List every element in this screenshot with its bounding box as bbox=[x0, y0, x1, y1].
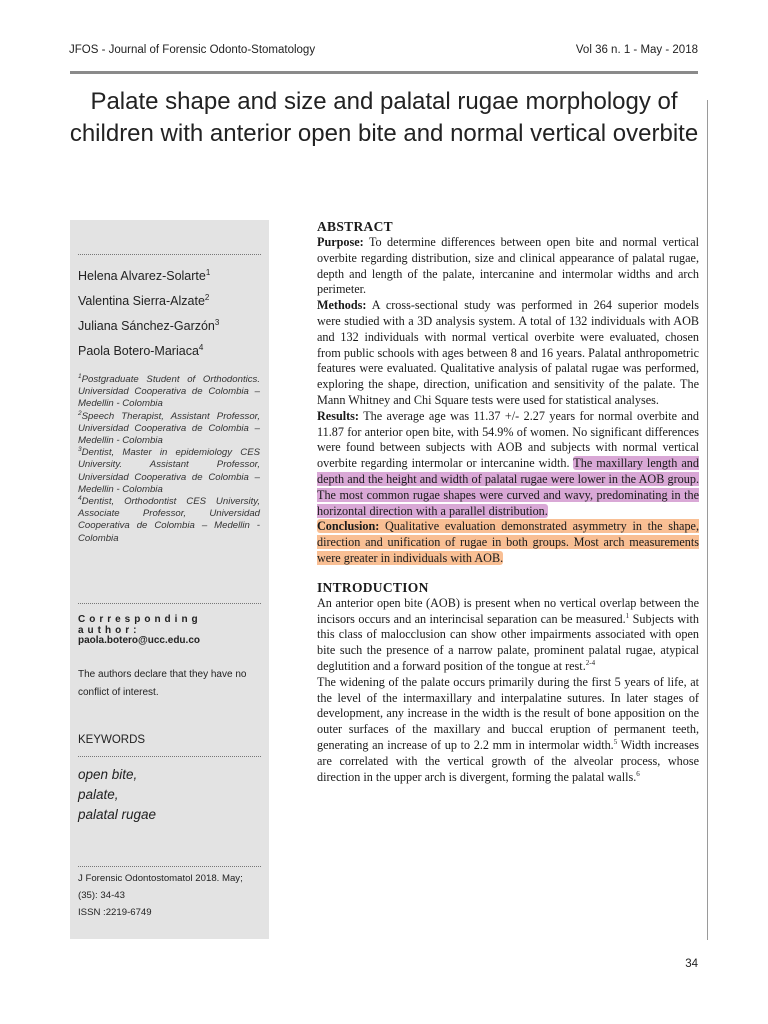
author-sidebar bbox=[70, 220, 269, 939]
conflict-of-interest: The authors declare that they have no conflict of interest. bbox=[78, 669, 247, 698]
author-name: Paola Botero-Mariaca$^4$ bbox=[78, 343, 204, 359]
sidebar-divider bbox=[78, 254, 261, 255]
highlight-orange: Conclusion: Qualitative evaluation demonstrated asymmetry in the shape, direction and unification of rugae in both groups. Most arch measurements were greater in individuals with AOB. bbox=[317, 519, 699, 565]
keyword: palate, bbox=[78, 787, 119, 802]
introduction-heading: INTRODUCTION bbox=[317, 579, 429, 595]
corresponding-author-label: Corresponding author: bbox=[78, 614, 202, 636]
main-column bbox=[317, 219, 699, 785]
introduction-paragraph: The widening of the palate occurs primarily during the first 5 years of life, at the level of the intermaxillary and interpalatine sutures. In later stages of development, any increase in the width is the result of bone apposition on the outer surfaces of the maxillary and buccal eruption of permanent teeth, generating an increase of up to 2.2 mm in intermolar width.$^5$ Width increases are correlated with the vertical growth of the alveolar process, whose direction in the upper arch is divergent, forming the palatal walls.$^6$ bbox=[317, 674, 699, 784]
issue-info: Vol 36 n. 1 - May - 2018 bbox=[575, 44, 698, 56]
abstract-results: Results: The average age was 11.37 +/- 2.27 years for normal overbite and 11.87 for anterior open bite, with 54.9% of women. No significant differences were found between subjects with AOB and subjects with normal vertical overbite regarding intermolar or intercanine width. The maxillary length and depth and the height and width of palatal rugae were lower in the AOB group. The most common rugae shapes were curved and wavy, predominating in the horizontal direction with a parallel distribution. bbox=[317, 408, 700, 518]
abstract-methods: Methods: A cross-sectional study was performed in 264 superior models were studied with a 3D analysis system. A total of 132 individuals with AOB and 132 individuals with normal vertical overbite were evaluated, chosen from public schools with ages between 8 and 16 years. Palatal anthropometric features were evaluated. Qualitative analysis of palatal rugae was performed, exploring the shape, direction, unification and sensitivity of the palate. The Mann Whitney and Chi Square tests were used for statistical analyses. bbox=[317, 298, 700, 407]
journal-name: JFOS - Journal of Forensic Odonto-Stomatology bbox=[69, 44, 316, 56]
author-list bbox=[78, 262, 263, 363]
citation-line: ISSN :2219-6749 bbox=[78, 907, 152, 918]
affiliation: $^1$Postgraduate Student of Orthodontics. Universidad Cooperativa de Colombia – Medellin - Colombia bbox=[78, 372, 260, 410]
sidebar-divider bbox=[78, 866, 261, 867]
highlight-purple: The maxillary length and depth and the height and width of palatal rugae were lower in the AOB group. The most common rugae shapes were curved and wavy, predominating in the horizontal direction with a parallel distribution. bbox=[317, 456, 699, 518]
affiliation: $^2$Speech Therapist, Assistant Professor, Universidad Cooperativa de Colombia – Medellin - Colombia bbox=[78, 409, 260, 447]
introduction-paragraph: An anterior open bite (AOB) is present when no vertical overlap between the incisors occurs and an interincisal separation can be measured.$^1$ Subjects with this class of malocclusion can show other impairments associated with open bite such the presence of a narrow palate, prominent palatal rugae, atypical deglutition and a forward position of the tongue at rest.$^{2-4}$ bbox=[317, 595, 700, 673]
keywords-list bbox=[78, 765, 156, 825]
keyword: open bite, bbox=[78, 767, 138, 782]
affiliation-list bbox=[78, 374, 260, 545]
sidebar-divider bbox=[78, 756, 261, 757]
corresponding-author-email[interactable]: paola.botero@ucc.edu.co bbox=[78, 635, 200, 646]
citation-line: J Forensic Odontostomatol 2018. May; bbox=[78, 873, 243, 884]
author-name: Valentina Sierra-Alzate$^2$ bbox=[78, 293, 210, 309]
abstract-conclusion bbox=[317, 519, 699, 566]
author-name: Helena Alvarez-Solarte$^1$ bbox=[78, 268, 211, 284]
keywords-heading: KEYWORDS bbox=[78, 734, 146, 746]
abstract-heading: ABSTRACT bbox=[317, 219, 393, 234]
sidebar-divider bbox=[78, 603, 261, 604]
citation-line: (35): 34-43 bbox=[78, 890, 125, 901]
column-divider bbox=[707, 100, 708, 940]
affiliation: $^3$Dentist, Master in epidemiology CES University. Assistant Professor, Universidad Cooperativa de Colombia – Medellin - Colombia bbox=[78, 446, 260, 495]
article-title: Palate shape and size and palatal rugae morphology of children with anterior open bite and normal vertical overbite bbox=[69, 88, 699, 147]
abstract-purpose: Purpose: To determine differences between open bite and normal vertical overbite regarding distribution, size and clinical appearance of palatal rugae, depth and length of the palate, intercanine and intermolar widths and arch perimeter. bbox=[317, 235, 699, 297]
page-number: 34 bbox=[685, 958, 698, 970]
citation-info bbox=[78, 870, 266, 921]
author-name: Juliana Sánchez-Garzón$^3$ bbox=[78, 318, 220, 334]
header-divider bbox=[70, 71, 698, 74]
affiliation: $^4$Dentist, Orthodontist CES University, Associate Professor, Universidad Cooperativa de Colombia – Medellin - Colombia bbox=[78, 494, 260, 544]
keyword: palatal rugae bbox=[78, 807, 157, 822]
